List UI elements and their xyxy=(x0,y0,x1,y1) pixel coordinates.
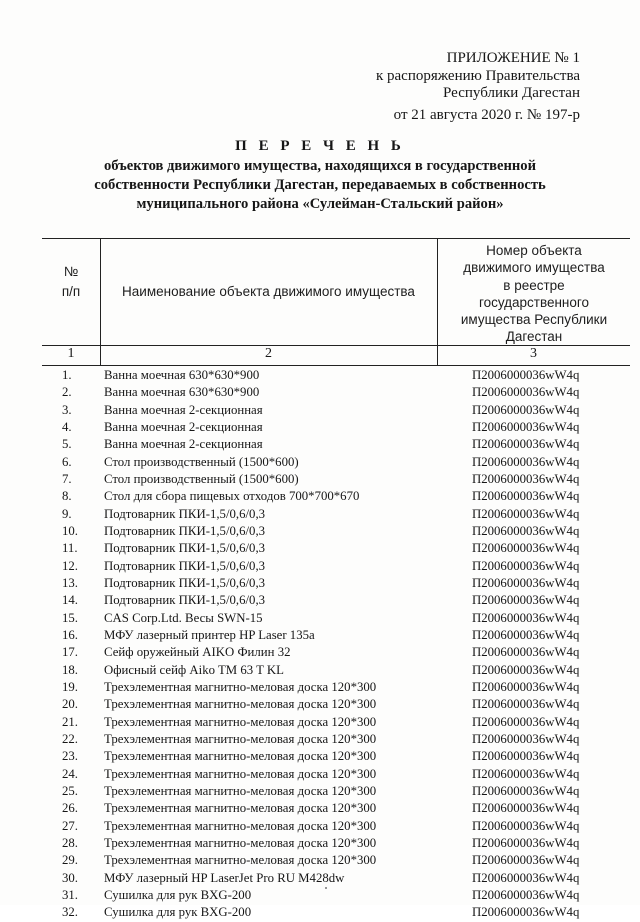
header-registry-line-4: государственного xyxy=(478,294,590,310)
item-name: Трехэлементная магнитно-меловая доска 120*300 xyxy=(104,801,377,816)
header-registry-line-6: Дагестан xyxy=(505,329,563,345)
registry-number: П2006000036wW4q xyxy=(472,385,580,400)
table-row xyxy=(0,627,640,644)
appendix-date-line: от 21 августа 2020 г. № 197-р xyxy=(393,106,580,123)
appendix-order-line: к распоряжению Правительства xyxy=(375,67,580,84)
row-number: 7. xyxy=(62,471,72,486)
row-number: 30. xyxy=(62,870,78,885)
row-number: 3. xyxy=(62,402,72,417)
registry-number: П2006000036wW4q xyxy=(472,437,580,452)
item-name: Подтоварник ПКИ-1,5/0,6/0,3 xyxy=(104,506,266,521)
header-registry-line-1: Номер объекта xyxy=(486,243,582,258)
row-number: 13. xyxy=(62,575,78,590)
column-number-2: 2 xyxy=(265,346,272,361)
table-row xyxy=(0,523,640,540)
table-row xyxy=(0,852,640,869)
registry-number: П2006000036wW4q xyxy=(472,731,580,746)
row-number: 1. xyxy=(62,368,72,382)
row-number: 32. xyxy=(62,905,78,920)
table-row xyxy=(0,419,640,436)
registry-number: П2006000036wW4q xyxy=(472,645,580,660)
registry-number: П2006000036wW4q xyxy=(472,610,580,625)
row-number: 5. xyxy=(62,437,72,452)
row-number: 4. xyxy=(62,419,72,434)
subtitle-line-2: собственности Республики Дагестан, передаваемых в собственность xyxy=(94,177,546,193)
row-number: 14. xyxy=(62,593,78,608)
item-name: Ванна моечная 2-секционная xyxy=(104,419,263,434)
table-row xyxy=(0,818,640,835)
item-name: CAS Corp.Ltd. Весы SWN-15 xyxy=(104,610,263,625)
row-number: 20. xyxy=(62,697,78,712)
colnum-divider xyxy=(42,365,630,366)
table-row xyxy=(0,488,640,505)
table-body xyxy=(0,367,640,922)
column-number-3: 3 xyxy=(530,346,537,361)
row-number: 8. xyxy=(62,489,72,504)
table-row xyxy=(0,696,640,713)
row-number: 25. xyxy=(62,783,78,798)
table-row xyxy=(0,714,640,731)
item-name: Трехэлементная магнитно-меловая доска 120*300 xyxy=(104,697,377,712)
row-number: 17. xyxy=(62,645,78,660)
table-row xyxy=(0,540,640,557)
registry-number: П2006000036wW4q xyxy=(472,523,580,538)
table-row xyxy=(0,800,640,817)
item-name: Подтоварник ПКИ-1,5/0,6/0,3 xyxy=(104,523,266,538)
table-row xyxy=(0,679,640,696)
table-row xyxy=(0,471,640,488)
item-name: МФУ лазерный принтер HP Laser 135a xyxy=(104,627,315,642)
row-number: 16. xyxy=(62,627,78,642)
registry-number: П2006000036wW4q xyxy=(472,419,580,434)
appendix-republic-line: Республики Дагестан xyxy=(443,85,580,101)
item-name: Трехэлементная магнитно-меловая доска 120*300 xyxy=(104,818,377,833)
registry-number: П2006000036wW4q xyxy=(472,368,580,382)
registry-number: П2006000036wW4q xyxy=(472,887,580,902)
table-row xyxy=(0,384,640,401)
registry-number: П2006000036wW4q xyxy=(472,679,580,694)
item-name: Подтоварник ПКИ-1,5/0,6/0,3 xyxy=(104,558,266,573)
item-name: МФУ лазерный HP LaserJet Pro RU M428dw xyxy=(104,870,345,885)
registry-number: П2006000036wW4q xyxy=(472,749,580,764)
item-name: Офисный сейф Aiko TM 63 T KL xyxy=(104,662,284,677)
registry-number: П2006000036wW4q xyxy=(472,783,580,798)
item-name: Ванна моечная 630*630*900 xyxy=(104,385,260,400)
header-number-abbr: п/п xyxy=(61,284,81,299)
row-number: 19. xyxy=(62,679,78,694)
registry-number: П2006000036wW4q xyxy=(472,402,580,417)
row-number: 6. xyxy=(62,454,72,469)
row-number: 11. xyxy=(62,541,78,556)
scan-speck xyxy=(325,887,327,889)
table-row xyxy=(0,506,640,523)
registry-number: П2006000036wW4q xyxy=(472,870,580,885)
table-row xyxy=(0,454,640,471)
item-name: Трехэлементная магнитно-меловая доска 120*300 xyxy=(104,853,377,868)
table-row xyxy=(0,575,640,592)
item-name: Подтоварник ПКИ-1,5/0,6/0,3 xyxy=(104,541,266,556)
row-number: 2. xyxy=(62,385,72,400)
registry-number: П2006000036wW4q xyxy=(472,575,580,590)
appendix-number: ПРИЛОЖЕНИЕ № 1 xyxy=(446,50,580,66)
registry-number: П2006000036wW4q xyxy=(472,835,580,850)
row-number: 9. xyxy=(62,506,72,521)
item-name: Трехэлементная магнитно-меловая доска 120*300 xyxy=(104,783,377,798)
row-number: 29. xyxy=(62,853,78,868)
row-number: 10. xyxy=(62,523,78,538)
item-name: Трехэлементная магнитно-меловая доска 120*300 xyxy=(104,731,377,746)
item-name: Стол производственный (1500*600) xyxy=(104,454,299,469)
registry-number: П2006000036wW4q xyxy=(472,558,580,573)
header-registry-line-3: в реестре xyxy=(503,277,565,293)
registry-number: П2006000036wW4q xyxy=(472,593,580,608)
table-row xyxy=(0,367,640,384)
table-top-border xyxy=(42,238,630,239)
header-name: Наименование объекта движимого имущества xyxy=(122,284,415,299)
item-name: Подтоварник ПКИ-1,5/0,6/0,3 xyxy=(104,575,266,590)
subtitle-line-1: объектов движимого имущества, находящихся в государственной xyxy=(103,158,537,174)
item-name: Трехэлементная магнитно-меловая доска 120*300 xyxy=(104,714,377,729)
registry-number: П2006000036wW4q xyxy=(472,454,580,469)
row-number: 28. xyxy=(62,835,78,850)
header-registry xyxy=(438,242,630,346)
header-number-sign: № xyxy=(63,264,79,279)
table-row xyxy=(0,662,640,679)
row-number: 27. xyxy=(62,818,78,833)
registry-number: П2006000036wW4q xyxy=(472,506,580,521)
table-row xyxy=(0,592,640,609)
row-number: 18. xyxy=(62,662,78,677)
registry-number: П2006000036wW4q xyxy=(472,818,580,833)
registry-number: П2006000036wW4q xyxy=(472,489,580,504)
row-number: 23. xyxy=(62,749,78,764)
table-row xyxy=(0,887,640,904)
appendix-block xyxy=(280,50,580,124)
registry-number: П2006000036wW4q xyxy=(472,905,580,920)
item-name: Ванна моечная 2-секционная xyxy=(104,437,263,452)
item-name: Подтоварник ПКИ-1,5/0,6/0,3 xyxy=(104,593,266,608)
item-name: Сушилка для рук BXG-200 xyxy=(104,887,252,902)
column-number-1: 1 xyxy=(67,346,75,361)
table-row xyxy=(0,558,640,575)
item-name: Стол для сбора пищевых отходов 700*700*670 xyxy=(104,489,360,504)
row-number: 26. xyxy=(62,801,78,816)
registry-number: П2006000036wW4q xyxy=(472,541,580,556)
header-registry-line-5: имущества Республики xyxy=(460,312,608,328)
table-row xyxy=(0,766,640,783)
table-row xyxy=(0,748,640,765)
table-row xyxy=(0,436,640,453)
item-name: Сушилка для рук BXG-200 xyxy=(104,905,252,920)
header-number xyxy=(42,262,100,302)
registry-number: П2006000036wW4q xyxy=(472,766,580,781)
table-row xyxy=(0,835,640,852)
table-row xyxy=(0,644,640,661)
item-name: Трехэлементная магнитно-меловая доска 120*300 xyxy=(104,679,377,694)
row-number: 12. xyxy=(62,558,78,573)
document-subtitle xyxy=(0,157,640,214)
table-row xyxy=(0,731,640,748)
registry-number: П2006000036wW4q xyxy=(472,853,580,868)
table-row xyxy=(0,783,640,800)
registry-number: П2006000036wW4q xyxy=(472,714,580,729)
item-name: Стол производственный (1500*600) xyxy=(104,471,299,486)
header-registry-line-2: движимого имущества xyxy=(463,260,605,276)
item-name: Ванна моечная 2-секционная xyxy=(104,402,263,417)
row-number: 22. xyxy=(62,731,78,746)
subtitle-line-3: муниципального района «Сулейман-Стальский район» xyxy=(136,196,504,212)
registry-number: П2006000036wW4q xyxy=(472,471,580,486)
table-row xyxy=(0,402,640,419)
registry-number: П2006000036wW4q xyxy=(472,627,580,642)
row-number: 15. xyxy=(62,610,78,625)
item-name: Сейф оружейный AIKO Филин 32 xyxy=(104,645,291,660)
registry-number: П2006000036wW4q xyxy=(472,697,580,712)
row-number: 21. xyxy=(62,714,78,729)
registry-number: П2006000036wW4q xyxy=(472,662,580,677)
table-row xyxy=(0,904,640,921)
row-number: 24. xyxy=(62,766,78,781)
document-heading: П Е Р Е Ч Е Н Ь xyxy=(235,138,405,154)
registry-number: П2006000036wW4q xyxy=(472,801,580,816)
item-name: Трехэлементная магнитно-меловая доска 120*300 xyxy=(104,835,377,850)
item-name: Трехэлементная магнитно-меловая доска 120*300 xyxy=(104,766,377,781)
row-number: 31. xyxy=(62,887,78,902)
table-row xyxy=(0,610,640,627)
table-row xyxy=(0,870,640,887)
item-name: Трехэлементная магнитно-меловая доска 120*300 xyxy=(104,749,377,764)
item-name: Ванна моечная 630*630*900 xyxy=(104,368,260,382)
